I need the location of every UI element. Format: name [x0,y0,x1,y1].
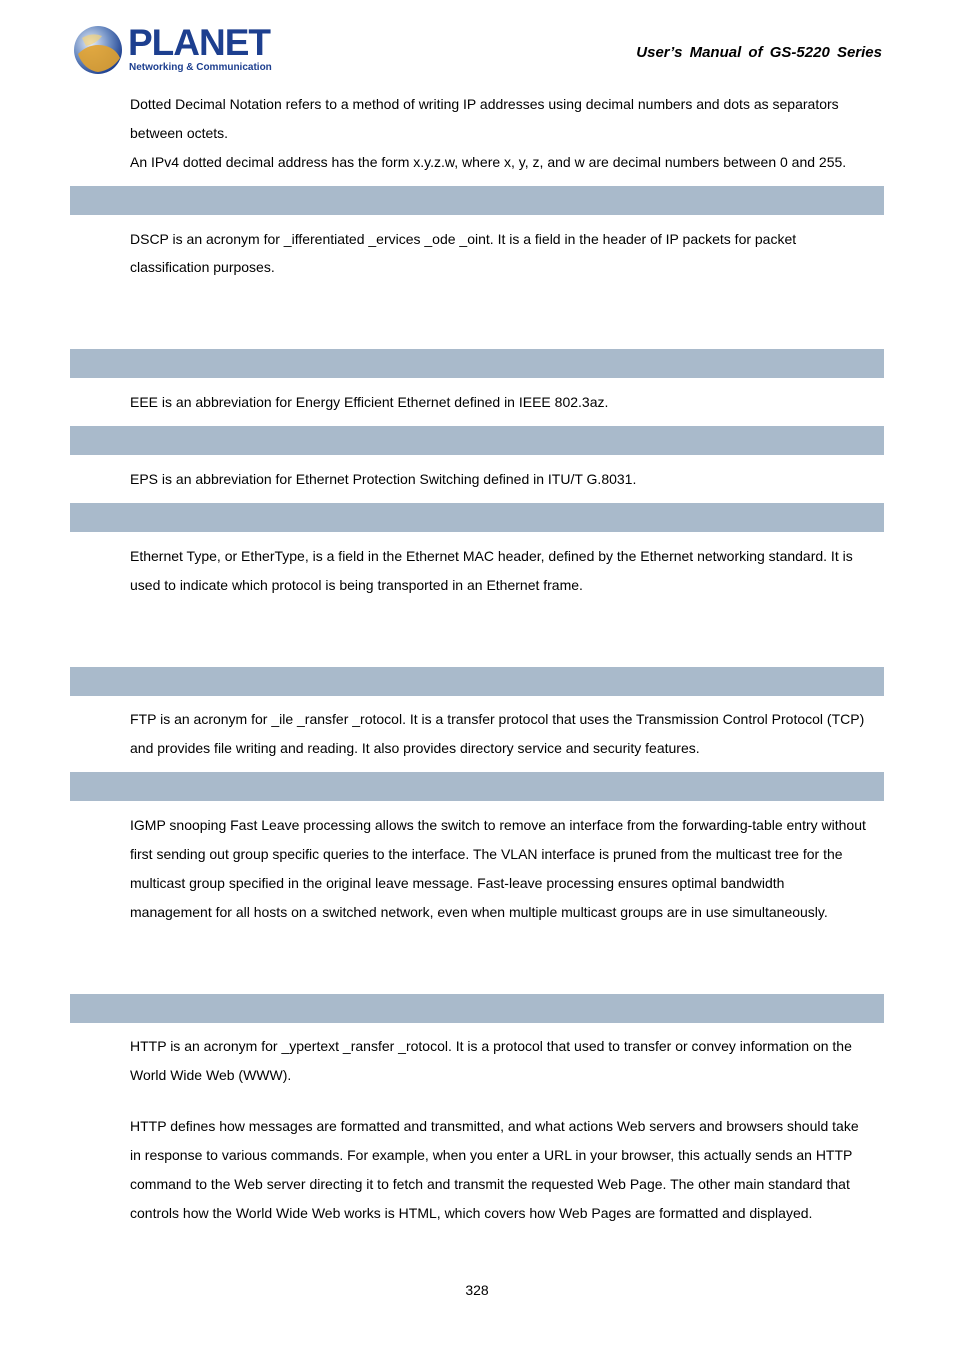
http-paragraph-2-line-2: in response to various commands. For example, when you enter a URL in your browser, this actually sends an HTTP [130,1147,853,1163]
manual-title: User’s Manual of GS-5220 Series [636,44,882,61]
planet-logo [72,24,272,76]
eee-paragraph: EEE is an abbreviation for Energy Efficient Ethernet defined in IEEE 802.3az. [130,394,609,410]
globe-icon [72,24,124,76]
http-paragraph-1-line-2: World Wide Web (WWW). [130,1067,292,1083]
dscp-paragraph-line-2: classification purposes. [130,259,275,275]
eps-paragraph: EPS is an abbreviation for Ethernet Protection Switching defined in ITU/T G.8031. [130,471,637,487]
section-bar-eps [70,426,884,455]
section-bar-fast-leave [70,772,884,801]
ddn-paragraph-line-1: Dotted Decimal Notation refers to a method of writing IP addresses using decimal numbers and dots as separators [130,96,839,112]
http-paragraph-2-line-3: command to the Web server directing it to fetch and transmit the requested Web Page. The other main standard that [130,1176,850,1192]
logo-tagline: Networking & Communication [129,62,272,73]
fast-leave-paragraph-line-2: first sending out group specific queries to the interface. The VLAN interface is pruned from the multicast tree for the [130,846,843,862]
fast-leave-paragraph-line-3: multicast group specified in the original leave message. Fast-leave processing ensures optimal bandwidth [130,875,785,891]
page-number: 328 [465,1282,489,1298]
fast-leave-paragraph-line-4: management for all hosts on a switched network, even when multiple multicast groups are in use simultaneously. [130,904,828,920]
section-bar-dscp [70,186,884,215]
section-bar-http [70,994,884,1023]
ddn-paragraph-2: An IPv4 dotted decimal address has the form x.y.z.w, where x, y, z, and w are decimal numbers between 0 and 255. [130,154,847,170]
section-bar-ethertype [70,503,884,532]
fast-leave-paragraph-line-1: IGMP snooping Fast Leave processing allows the switch to remove an interface from the forwarding-table entry without [130,817,866,833]
section-bar-ftp [70,667,884,696]
ftp-paragraph-line-1: FTP is an acronym for _ile _ransfer _rotocol. It is a transfer protocol that uses the Transmission Control Protocol (TCP) [130,711,865,727]
http-paragraph-1-line-1: HTTP is an acronym for _ypertext _ransfer _rotocol. It is a protocol that used to transfer or convey information on the [130,1038,852,1054]
ethertype-paragraph-line-2: used to indicate which protocol is being transported in an Ethernet frame. [130,577,583,593]
logo-wordmark: PLANET [128,22,270,63]
http-paragraph-2-line-1: HTTP defines how messages are formatted and transmitted, and what actions Web servers and browsers should take [130,1118,859,1134]
ethertype-paragraph-line-1: Ethernet Type, or EtherType, is a field in the Ethernet MAC header, defined by the Ethernet networking standard. It is [130,548,853,564]
section-bar-eee [70,349,884,378]
ddn-paragraph-line-2: between octets. [130,125,229,141]
ftp-paragraph-line-2: and provides file writing and reading. It also provides directory service and security features. [130,740,700,756]
dscp-paragraph-line-1: DSCP is an acronym for _ifferentiated _ervices _ode _oint. It is a field in the header of IP packets for packet [130,231,797,247]
http-paragraph-2-line-4: controls how the World Wide Web works is HTML, which covers how Web Pages are formatted and displayed. [130,1205,813,1221]
